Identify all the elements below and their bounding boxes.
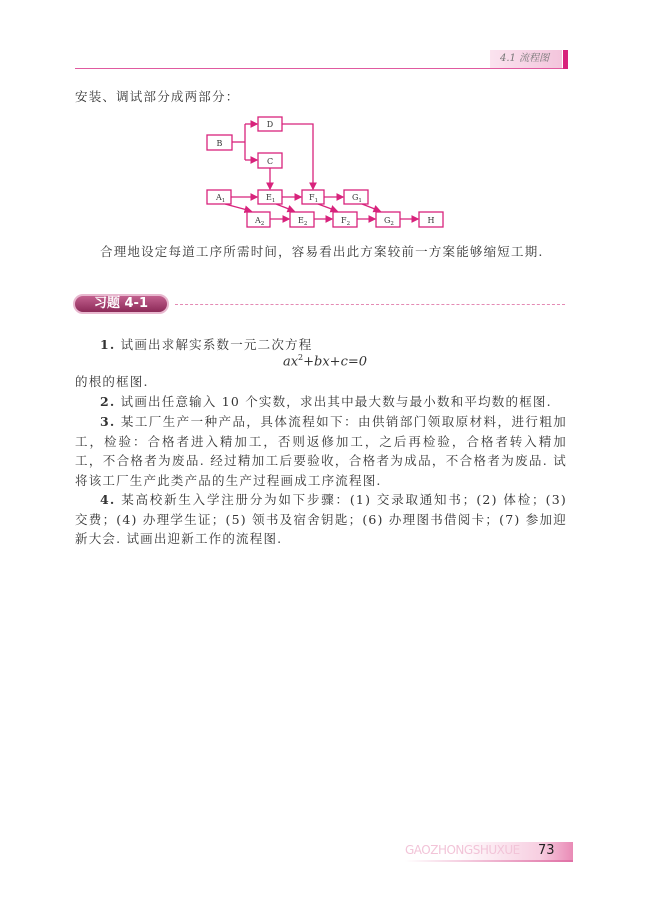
flowchart-diagram: [0, 0, 650, 260]
arrow-d-f1: [282, 124, 313, 189]
arrow-e1-e2: [276, 204, 294, 211]
banner-dashed-rule: [175, 304, 565, 305]
exercise-q3: 3. 某工厂生产一种产品，具体流程如下：由供销部门领取原材料，进行粗加工，检验：合格者进入精加工，否则返修加工，之后再检验，合格者转入精加工，不合格者为废品. 经过精加工后要验收，合格者为成品，不合格者为废品. 试将该工厂生产此类产品的生产过程画成工序流程图.: [75, 414, 567, 488]
node-c-label: C: [266, 157, 274, 166]
node-g1-label: $G_1$: [352, 193, 362, 204]
node-b-label: B: [216, 139, 223, 148]
section-header: 4.1 流程图: [490, 50, 562, 68]
exercise-q2: 2. 试画出任意输入 10 个实数，求出其中最大数与最小数和平均数的框图.: [100, 394, 552, 409]
footer-rule: [405, 860, 573, 862]
node-a2-label: $A_2$: [255, 216, 265, 227]
arrow-a1-a2: [225, 204, 251, 211]
exercise-banner: 习题 4-1: [73, 294, 169, 314]
node-f2-label: $F_2$: [341, 216, 351, 227]
arrow-g1-g2: [362, 204, 380, 211]
node-g2-label: $G_2$: [384, 216, 394, 227]
q1-tail: 的根的框图.: [75, 374, 149, 389]
node-h-label: H: [427, 216, 435, 225]
page-number: 73: [538, 843, 555, 858]
exercise-q4: 4. 某高校新生入学注册分为如下步骤：(1) 交录取通知书；(2) 体检；(3) 交费；(4) 办理学生证；(5) 领书及宿舍钥匙；(6) 办理图书借阅卡；(7) 参加迎新大会. 试画出迎新工作的流程图.: [75, 492, 567, 546]
node-d-label: D: [266, 120, 274, 129]
conclusion-text: 合理地设定每道工序所需时间，容易看出此方案较前一方案能够缩短工期.: [100, 244, 544, 259]
intro-text: 安装、调试部分成两部分：: [75, 89, 240, 104]
node-f1-label: $F_1$: [309, 193, 319, 204]
node-e2-label: $E_2$: [298, 216, 308, 227]
arrow-f1-f2: [318, 204, 337, 211]
exercise-q1: 1. 试画出求解实系数一元二次方程: [100, 337, 313, 352]
node-a1-label: $A_1$: [216, 193, 226, 204]
q1-formula: $ax^2+bx+c=0$: [282, 353, 368, 370]
flowchart-arrows: [225, 124, 418, 219]
node-e1-label: $E_1$: [266, 193, 276, 204]
footer-brand: GAOZHONGSHUXUE: [405, 843, 520, 857]
